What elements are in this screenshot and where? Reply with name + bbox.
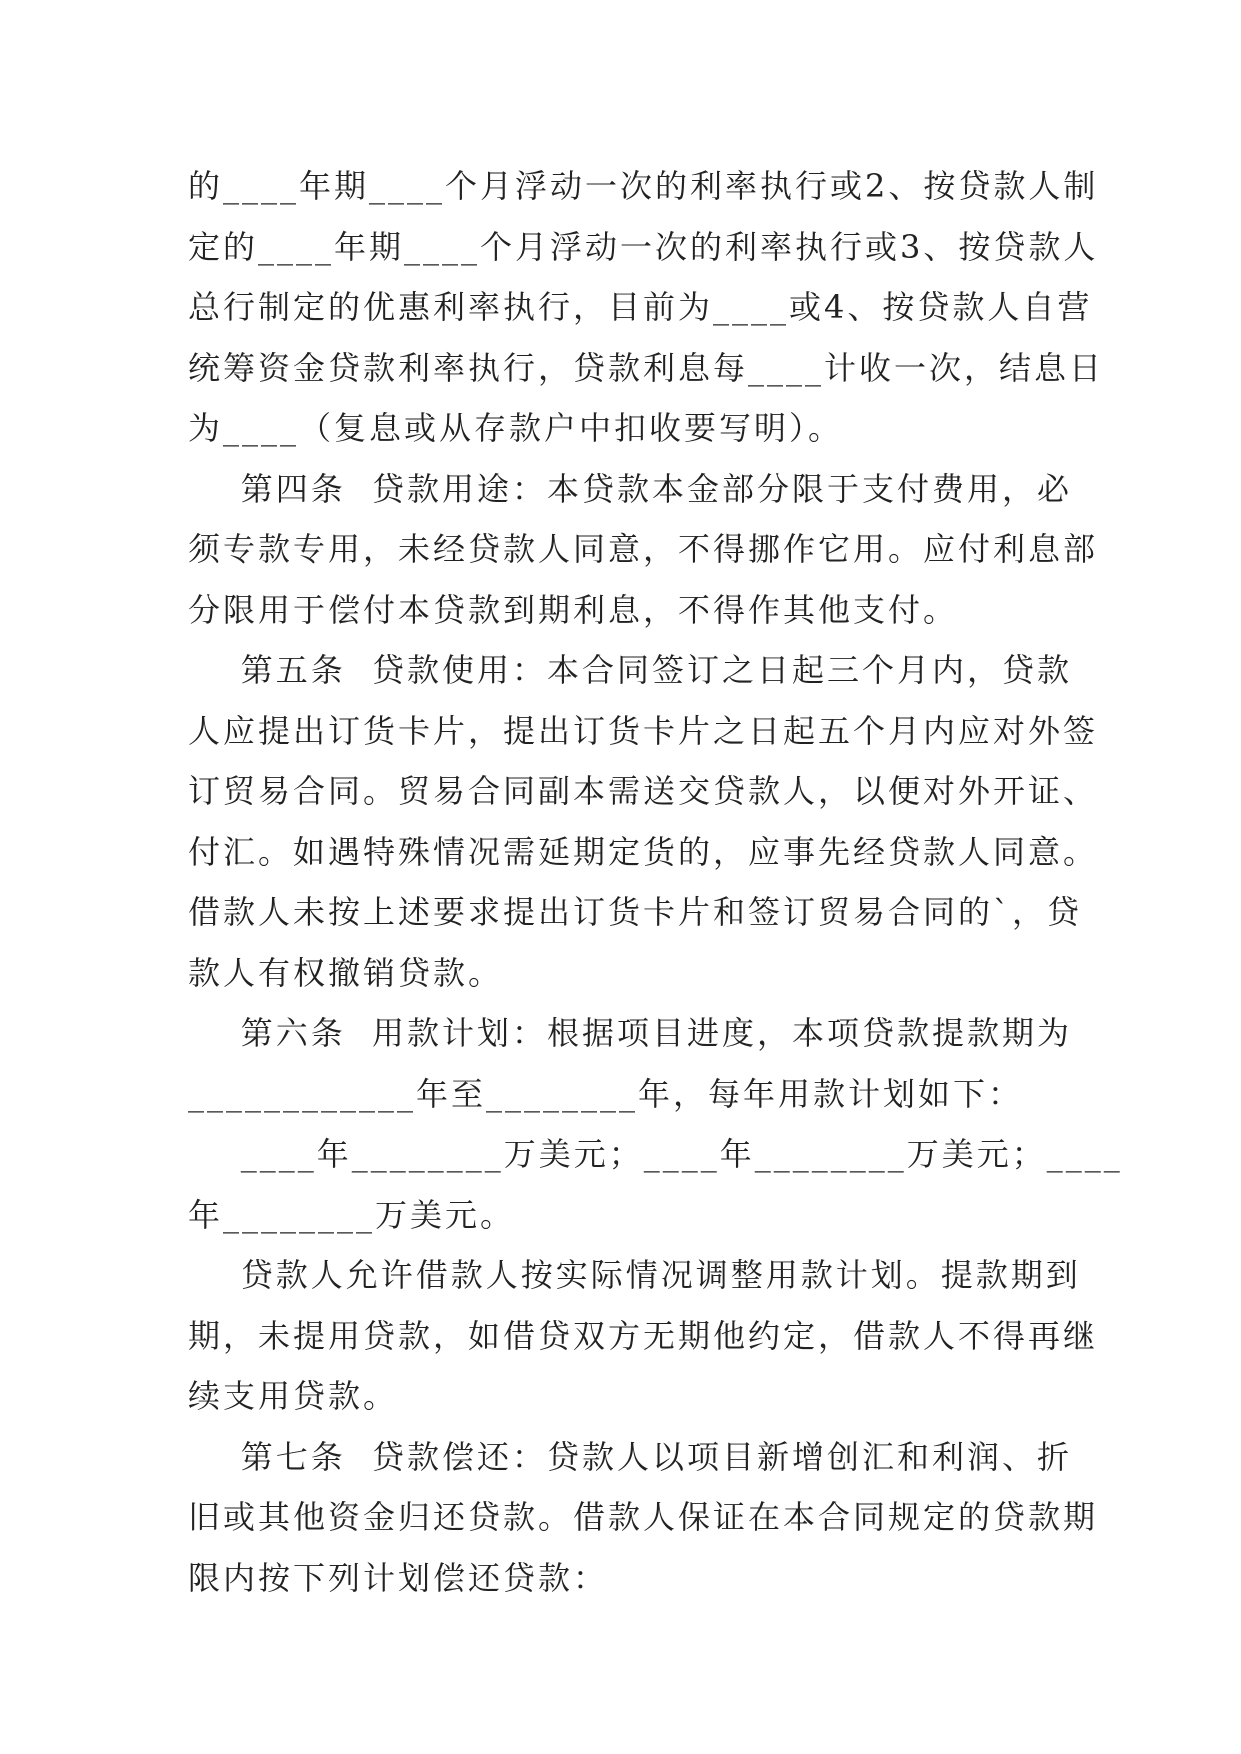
text-line: 第七条 贷款偿还：贷款人以项目新增创汇和利润、折 xyxy=(188,1437,1073,1476)
text-line: 借款人未按上述要求提出订货卡片和签订贸易合同的`，贷 xyxy=(188,893,1083,931)
text-line: 人应提出订货卡片，提出订货卡片之日起五个月内应对外签 xyxy=(188,711,1099,750)
text-line: 第六条 用款计划：根据项目进度，本项贷款提款期为 xyxy=(188,1014,1073,1052)
paragraph-article-4 xyxy=(188,459,1099,641)
text-line: 分限用于偿付本贷款到期利息，不得作其他支付。 xyxy=(188,590,959,629)
text-line: 年________万美元。 xyxy=(188,1195,516,1234)
text-line: 限内按下列计划偿还贷款： xyxy=(188,1558,609,1597)
text-line: 订贸易合同。贸易合同副本需送交贷款人，以便对外开证、 xyxy=(188,772,1099,810)
text-line: 须专款专用，未经贷款人同意，不得挪作它用。应付利息部 xyxy=(188,530,1099,568)
text-line: 统筹资金贷款利率执行，贷款利息每____计收一次，结息日 xyxy=(188,348,1105,387)
paragraph-article-6-plan xyxy=(188,1124,1123,1245)
text-line: 第四条 贷款用途：本贷款本金部分限于支付费用，必 xyxy=(188,469,1073,508)
paragraph-article-7 xyxy=(188,1427,1099,1609)
text-line: 续支用贷款。 xyxy=(188,1377,399,1415)
text-line: 贷款人允许借款人按实际情况调整用款计划。提款期到 xyxy=(188,1256,1081,1294)
text-line: 总行制定的优惠利率执行，目前为____或4、按贷款人自营 xyxy=(188,288,1093,326)
text-line: 旧或其他资金归还贷款。借款人保证在本合同规定的贷款期 xyxy=(188,1498,1099,1536)
text-line: ____________年至________年，每年用款计划如下： xyxy=(188,1074,1024,1113)
paragraph-interest-rate xyxy=(188,156,1105,459)
document-body xyxy=(188,156,1123,1608)
text-line: 为____（复息或从存款户中扣收要写明）。 xyxy=(188,409,844,447)
text-line: 第五条 贷款使用：本合同签订之日起三个月内，贷款 xyxy=(188,651,1073,689)
text-line: 付汇。如遇特殊情况需延期定货的，应事先经贷款人同意。 xyxy=(188,832,1099,871)
text-line: ____年________万美元；____年________万美元；____ xyxy=(188,1135,1123,1173)
paragraph-article-5 xyxy=(188,640,1099,1003)
text-line: 款人有权撤销贷款。 xyxy=(188,953,504,992)
text-line: 定的____年期____个月浮动一次的利率执行或3、按贷款人 xyxy=(188,227,1099,266)
text-line: 期，未提用贷款，如借贷双方无期他约定，借款人不得再继 xyxy=(188,1316,1099,1355)
paragraph-article-6 xyxy=(188,1003,1073,1124)
paragraph-article-6-adjust xyxy=(188,1245,1099,1427)
text-line: 的____年期____个月浮动一次的利率执行或2、按贷款人制 xyxy=(188,167,1099,205)
